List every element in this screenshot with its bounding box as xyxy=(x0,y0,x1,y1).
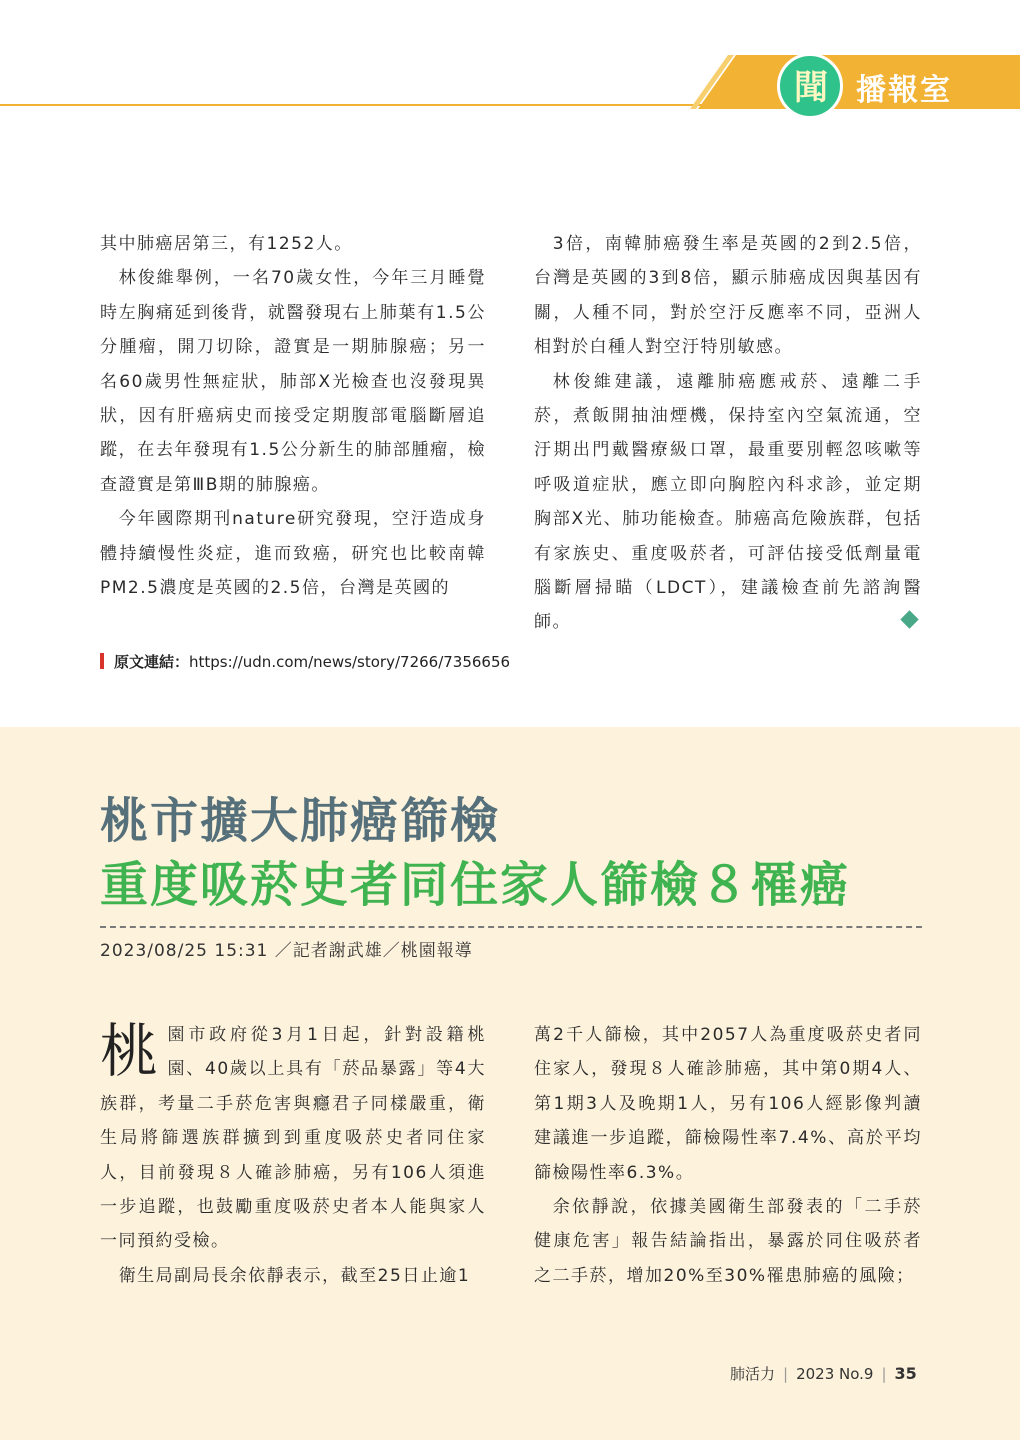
paragraph: 林俊維舉例，一名70歲女性，今年三月睡覺時左胸痛延到後背，就醫發現右上肺葉有1.5公分腫瘤，開刀切除，證實是一期肺腺癌；另一名60歲男性無症狀，肺部X光檢查也沒發現異狀，因有肝癌病史而接受定期腹部電腦斷層追蹤，在去年發現有1.5公分新生的肺部腫瘤，檢查證實是第ⅢB期的肺腺癌。 xyxy=(100,268,486,495)
source-url[interactable]: https://udn.com/news/story/7266/7356656 xyxy=(189,653,511,671)
paragraph: 今年國際期刊nature研究發現，空汙造成身體持續慢性炎症，進而致癌，研究也比較南韓 PM2.5濃度是英國的2.5倍，台灣是英國的 xyxy=(100,509,486,599)
issue: 2023 No.9 xyxy=(796,1365,874,1383)
magazine-name: 肺活力 xyxy=(730,1365,776,1383)
paragraph-text: 園市政府從3月1日起，針對設籍桃園、40歲以上具有「菸品暴露」等4大族群，考量二手菸危害與癮君子同樣嚴重，衛生局將篩選族群擴到到重度吸菸史者同住家人，目前發現８人確診肺癌，另有106人須進一步追蹤，也鼓勵重度吸菸史者本人能與家人一同預約受檢。 xyxy=(100,1025,486,1252)
article1-left-column xyxy=(100,227,486,605)
section-tab-word-2: 聞 xyxy=(794,68,828,108)
article2-right-column xyxy=(534,1018,922,1293)
page-footer: 肺活力 | 2023 No.9 | 35 xyxy=(730,1364,917,1383)
paragraph: 萬2千人篩檢，其中2057人為重度吸菸史者同住家人，發現８人確診肺癌，其中第0期4人、第1期3人及晚期1人，另有106人經影像判讀建議進一步追蹤，篩檢陽性率7.4%、高於平均篩檢陽性率6.3%。 xyxy=(534,1025,922,1183)
source-link xyxy=(100,651,510,672)
source-bar-icon xyxy=(100,653,104,669)
section-tab xyxy=(690,55,1020,109)
paragraph: 3倍，南韓肺癌發生率是英國的2到2.5倍，台灣是英國的3到8倍，顯示肺癌成因與基因有關，人種不同，對於空汙反應率不同，亞洲人相對於白種人對空汙特別敏感。 xyxy=(534,234,922,358)
article1-right-column xyxy=(534,227,922,640)
paragraph: 其中肺癌居第三，有1252人。 xyxy=(100,234,353,254)
article2-byline: 2023/08/25 15:31 ／記者謝武雄／桃園報導 xyxy=(100,941,473,961)
header-rule xyxy=(0,104,720,106)
paragraph: 余依靜說，依據美國衛生部發表的「二手菸健康危害」報告結論指出，暴露於同住吸菸者之二手菸，增加20%至30%罹患肺癌的風險； xyxy=(534,1197,922,1286)
article2-title-line1: 桃市擴大肺癌篩檢 xyxy=(100,793,501,849)
section-tab-word-1: 新 xyxy=(45,73,75,108)
article2-left-column xyxy=(100,1018,486,1293)
section-tab-word-3: 播報室 xyxy=(856,73,952,108)
article2-title-line2: 重度吸菸史者同住家人篩檢８罹癌 xyxy=(100,857,851,913)
title-divider xyxy=(100,926,922,928)
source-label: 原文連結： xyxy=(114,653,190,671)
dropcap: 桃 xyxy=(100,1017,160,1085)
paragraph: 林俊維建議，遠離肺癌應戒菸、遠離二手菸，煮飯開抽油煙機，保持室內空氣流通，空汙期出門戴醫療級口罩，最重要別輕忽咳嗽等呼吸道症狀，應立即向胸腔內科求診，並定期胸部X光、肺功能檢查。肺癌高危險族群，包括有家族史、重度吸菸者，可評估接受低劑量電腦斷層掃瞄（LDCT），建議檢查前先諮詢醫師。 xyxy=(534,371,922,633)
page-number: 35 xyxy=(894,1364,917,1383)
section-tab-shape xyxy=(690,55,1020,109)
paragraph: 衛生局副局長余依靜表示，截至25日止逾1 xyxy=(118,1265,471,1286)
paragraph-with-dropcap xyxy=(100,1018,486,1259)
